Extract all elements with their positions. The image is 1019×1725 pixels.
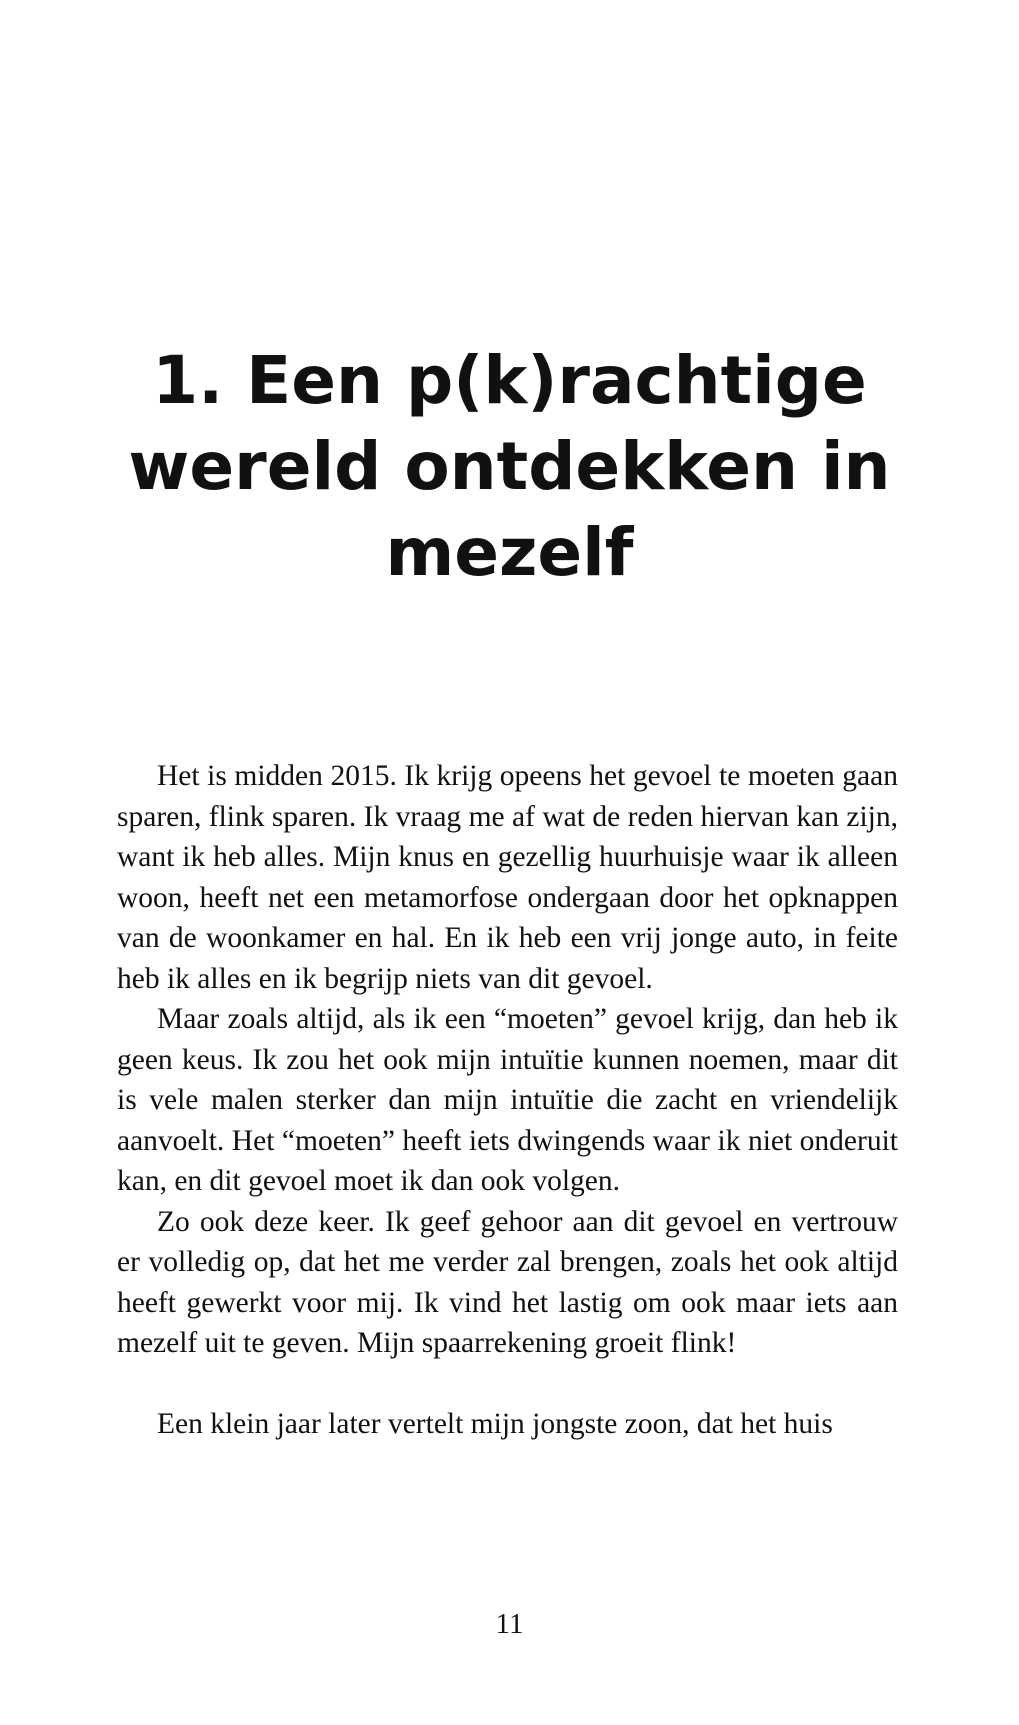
paragraph: Het is midden 2015. Ik krijg opeens het gevoel te moeten gaan sparen, flink sparen. Ik vraag me af wat de reden hiervan kan zijn, want ik heb alles. Mijn knus en gezellig huurhuisje waar ik alleen woon, heeft net een metamorfose ondergaan door het opknappen van de woonkamer en hal. En ik heb een vrij jonge auto, in feite heb ik alles en ik begrijp niets van dit gevoel. [117,760,898,995]
chapter-title-line: mezelf [385,514,634,591]
chapter-title-line: 1. Een p(k)rachtige [152,342,867,419]
page-number: 11 [495,1608,524,1640]
chapter-title [0,338,1019,596]
paragraph: Een klein jaar later vertelt mijn jongste zoon, dat het huis [157,1408,833,1440]
paragraph: Maar zoals altijd, als ik een “moeten” gevoel krijg, dan heb ik geen keus. Ik zou het ook mijn intuïtie kunnen noemen, maar dit is vele malen sterker dan mijn intuïtie die zacht en vriendelijk aanvoelt. Het “moeten” heeft iets dwingends waar ik niet onderuit kan, en dit gevoel moet ik dan ook volgen. [117,1003,898,1197]
chapter-title-line: wereld ontdekken in [128,428,891,505]
body-text [117,756,898,1445]
paragraph: Zo ook deze keer. Ik geef gehoor aan dit gevoel en vertrouw er volledig op, dat het me verder zal brengen, zoals het ook altijd heeft gewerkt voor mij. Ik vind het lastig om ook maar iets aan mezelf uit te geven. Mijn spaarrekening groeit flink! [117,1205,898,1359]
